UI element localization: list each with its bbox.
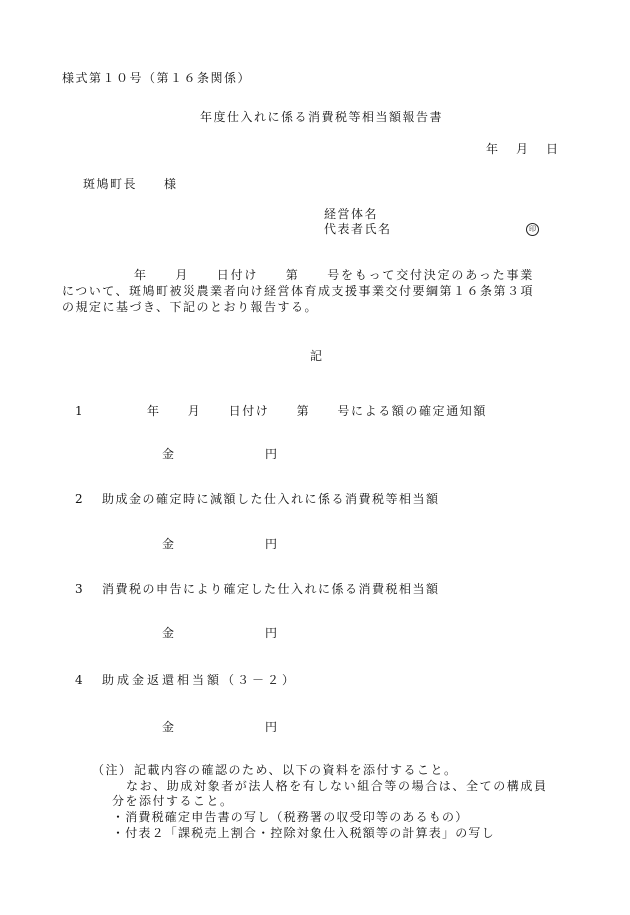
note-bullet-2: ・付表２「課税売上割合・控除対象仕入税額等の計算表」の写し — [112, 826, 495, 840]
item-3-amount-label: 金 — [162, 626, 176, 640]
ki-heading: 記 — [310, 349, 324, 363]
body-line-1: 年 月 日付け 第 号をもって交付決定のあった事業 — [134, 268, 535, 282]
item-3-yen: 円 — [265, 626, 279, 640]
note-line-1: 記載内容の確認のため、以下の資料を添付すること。 — [134, 763, 458, 777]
body-line-3: の規定に基づき、下記のとおり報告する。 — [62, 300, 319, 314]
addressee: 斑鳩町長 様 — [83, 177, 178, 191]
body-line-2: について、斑鳩町被災農業者向け経営体育成支援事業交付要綱第１６条第３項 — [62, 284, 535, 298]
note-label: （注） — [92, 763, 133, 777]
item-1-yen: 円 — [265, 447, 279, 461]
item-4-yen: 円 — [265, 720, 279, 734]
item-4-text: 助成金返還相当額（３－２） — [102, 673, 298, 687]
item-1-amount-label: 金 — [162, 447, 176, 461]
note-line-3: 分を添付すること。 — [112, 794, 234, 808]
item-4-number: 4 — [75, 673, 85, 687]
item-2-yen: 円 — [265, 537, 279, 551]
seal-mark-icon: 印 — [526, 223, 539, 236]
note-bullet-1: ・消費税確定申告書の写し（税務署の収受印等のあるもの） — [112, 810, 469, 824]
date-line: 年 月 日 — [486, 142, 562, 156]
representative-label: 代表者氏名 — [324, 222, 392, 236]
item-2-text: 助成金の確定時に減額した仕入れに係る消費税等相当額 — [102, 492, 440, 506]
document-title: 年度仕入れに係る消費税等相当額報告書 — [200, 110, 444, 124]
item-1-number: 1 — [75, 404, 85, 418]
item-4-amount-label: 金 — [162, 720, 176, 734]
org-name-label: 経営体名 — [324, 207, 379, 221]
note-line-2: なお、助成対象者が法人格を有しない組合等の場合は、全ての構成員 — [126, 779, 548, 793]
item-3-text: 消費税の申告により確定した仕入れに係る消費税相当額 — [102, 582, 440, 596]
form-number: 様式第１０号（第１６条関係） — [62, 71, 252, 85]
item-3-number: 3 — [75, 582, 85, 596]
item-1-text: 年 月 日付け 第 号による額の確定通知額 — [147, 404, 488, 418]
item-2-number: 2 — [75, 492, 85, 506]
item-2-amount-label: 金 — [162, 537, 176, 551]
